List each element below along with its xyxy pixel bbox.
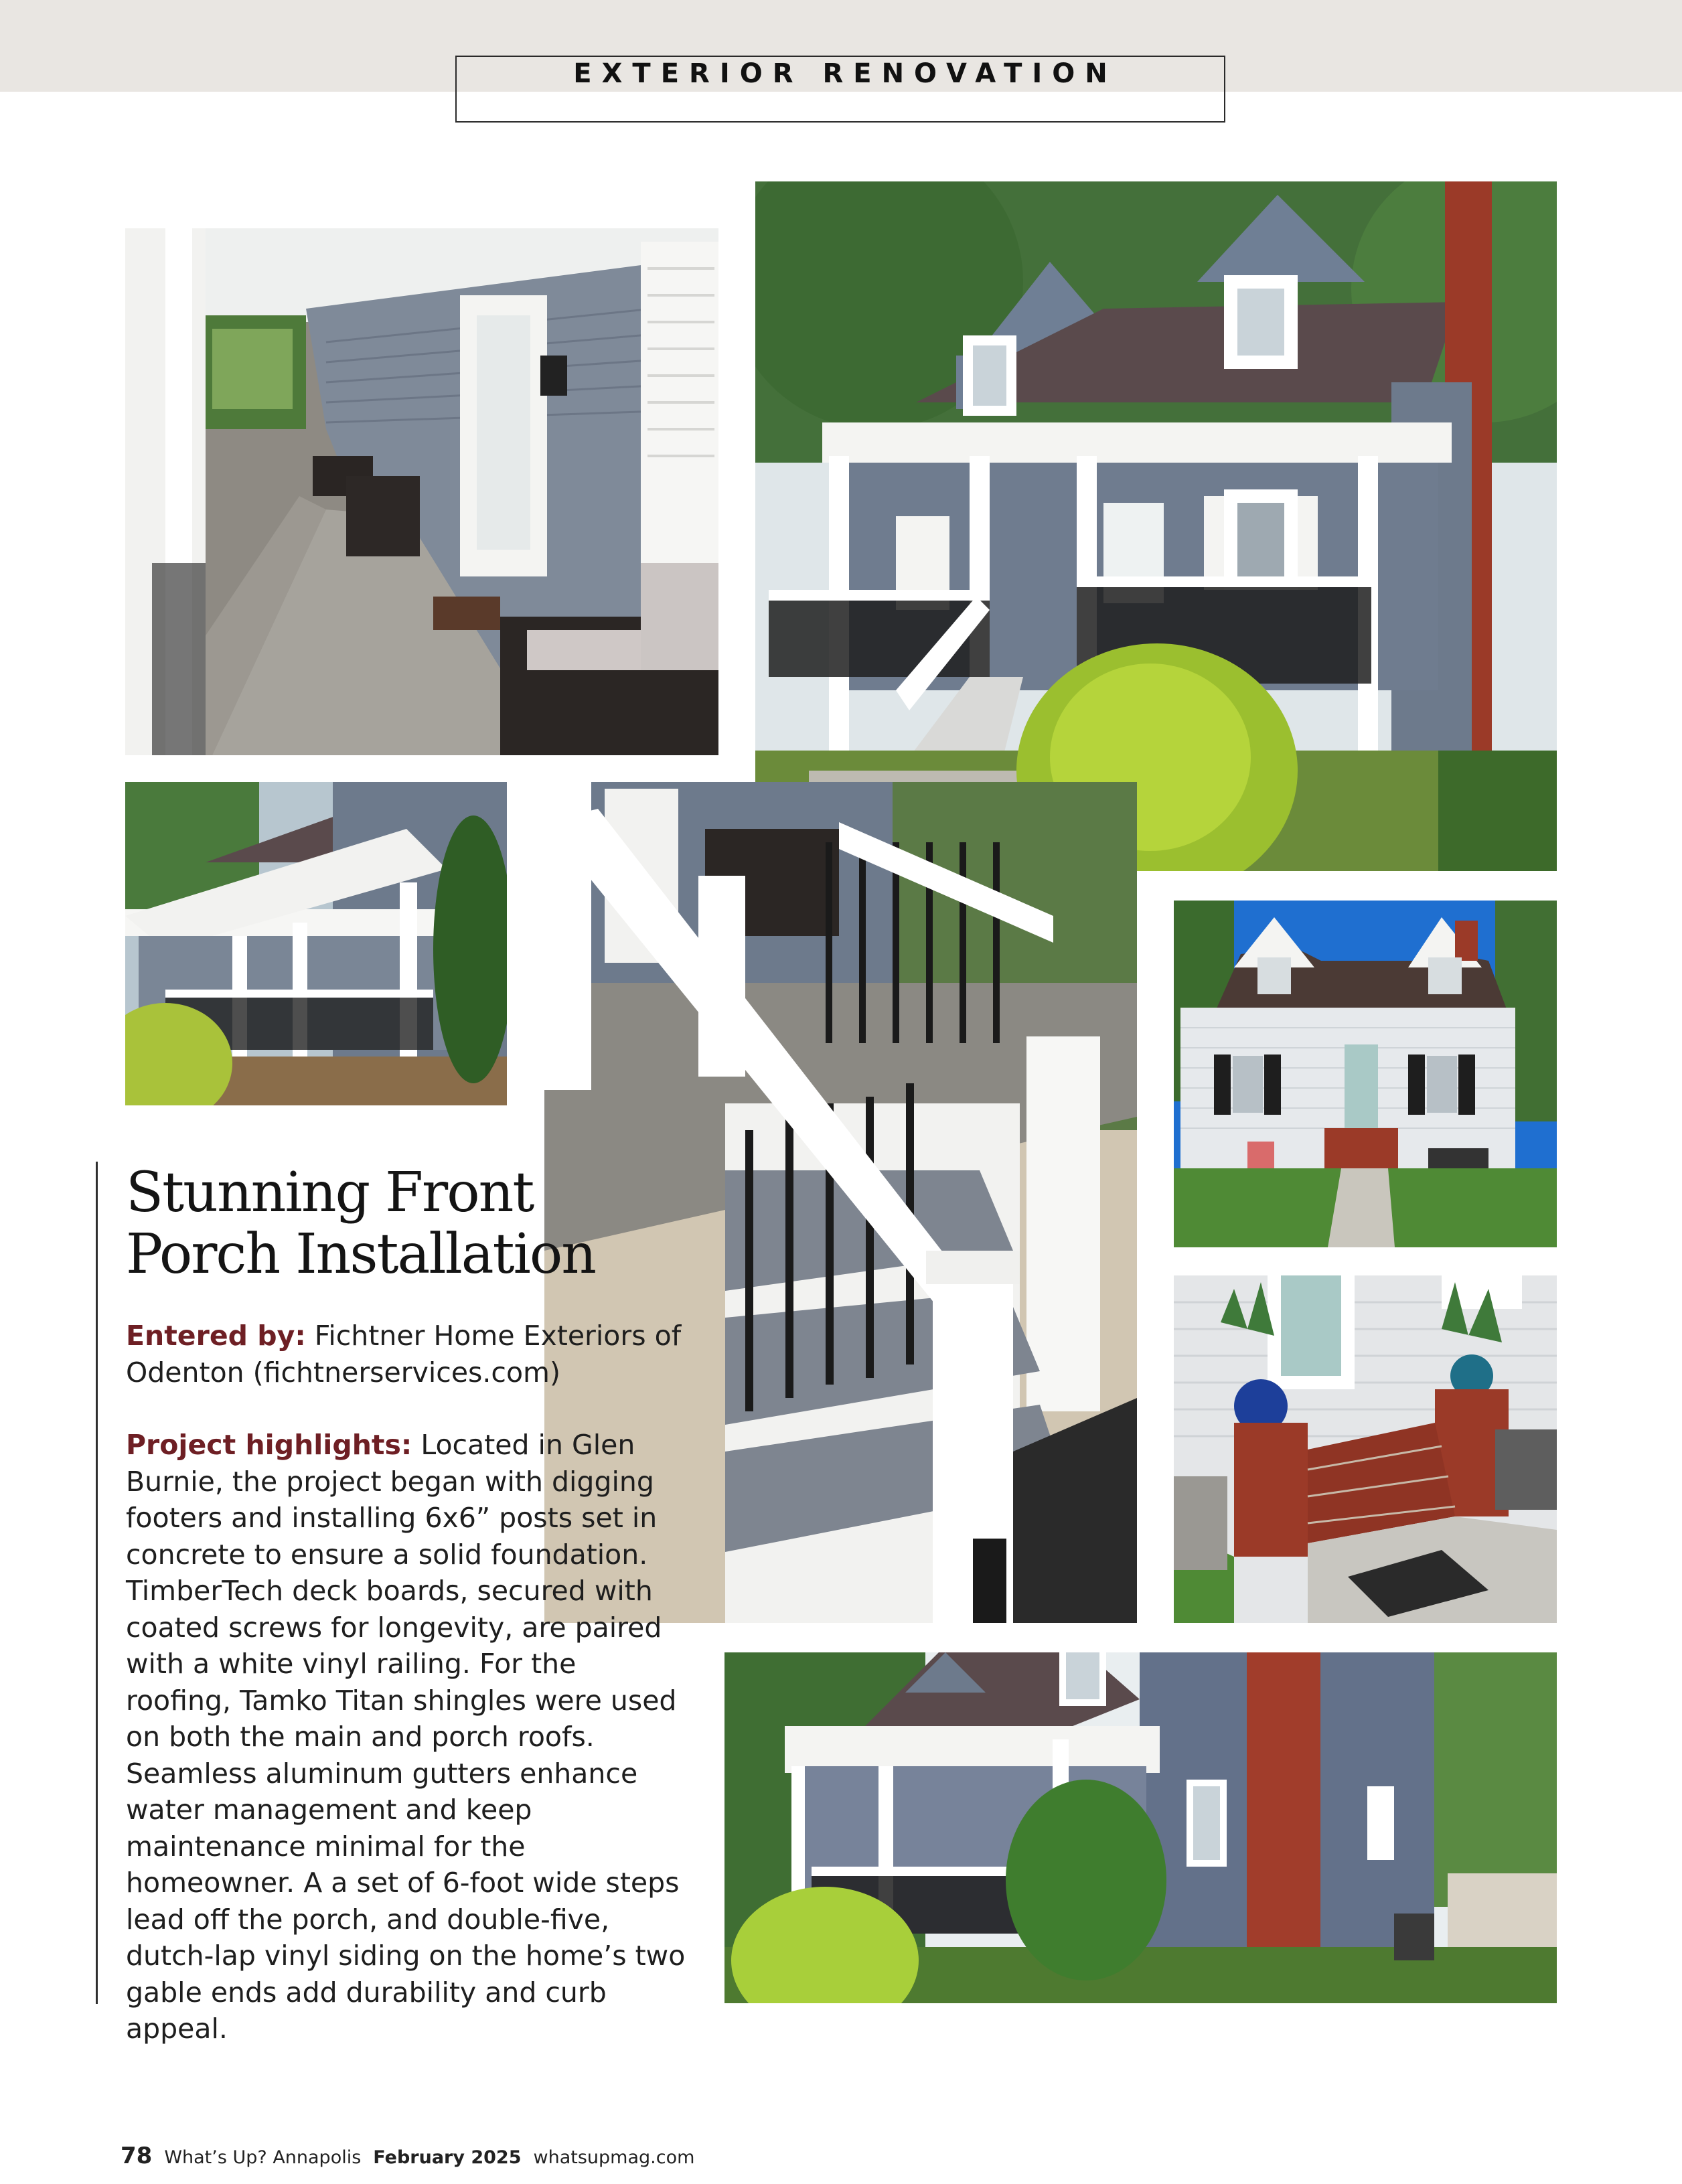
issue-date: February 2025 bbox=[373, 2147, 522, 2168]
text-column-rule bbox=[96, 1162, 98, 2004]
article-body bbox=[126, 1318, 688, 2084]
photo-house-front-main bbox=[755, 181, 1557, 871]
entered-by-text: Fichtner Home Exteriors of Odenton (fichtnerservices.com) bbox=[126, 1320, 682, 1389]
publication-name: What’s Up? Annapolis bbox=[164, 2147, 362, 2168]
photo-house-side-angle bbox=[724, 1652, 1557, 2003]
entered-by-paragraph bbox=[126, 1318, 688, 1391]
highlights-text: Located in Glen Burnie, the project began with digging footers and installing 6x6” posts set in concrete to ensure a solid foundation. TimberTech deck boards, secured with coated screws for longevity, are paired with a white vinyl railing. For the roofing, Tamko Titan shingles were used on both the main and porch roofs. Seamless aluminum gutters enhance water management and keep maintenance minimal for the homeowner. A a set of 6-foot wide steps lead off the porch, and double-five, dutch-lap vinyl siding on the home’s two gable ends add durability and curb appeal. bbox=[126, 1429, 686, 2045]
photo-white-house-front bbox=[1174, 901, 1557, 1247]
page-number: 78 bbox=[121, 2142, 153, 2169]
article-title-line-1: Stunning Front bbox=[126, 1161, 534, 1225]
highlights-label: Project highlights: bbox=[126, 1429, 412, 1461]
photo-porch-deck bbox=[125, 228, 718, 755]
article-title-line-2: Porch Installation bbox=[126, 1223, 596, 1286]
section-label: EXTERIOR RENOVATION bbox=[573, 58, 1118, 89]
website-link[interactable]: whatsupmag.com bbox=[533, 2147, 695, 2168]
section-header-box bbox=[455, 56, 1225, 123]
highlights-paragraph bbox=[126, 1427, 688, 2047]
page-footer bbox=[121, 2142, 694, 2169]
photo-porch-side-view bbox=[125, 782, 507, 1105]
article-title bbox=[126, 1162, 702, 1285]
photo-brick-steps bbox=[1174, 1275, 1557, 1623]
entered-by-label: Entered by: bbox=[126, 1320, 306, 1352]
